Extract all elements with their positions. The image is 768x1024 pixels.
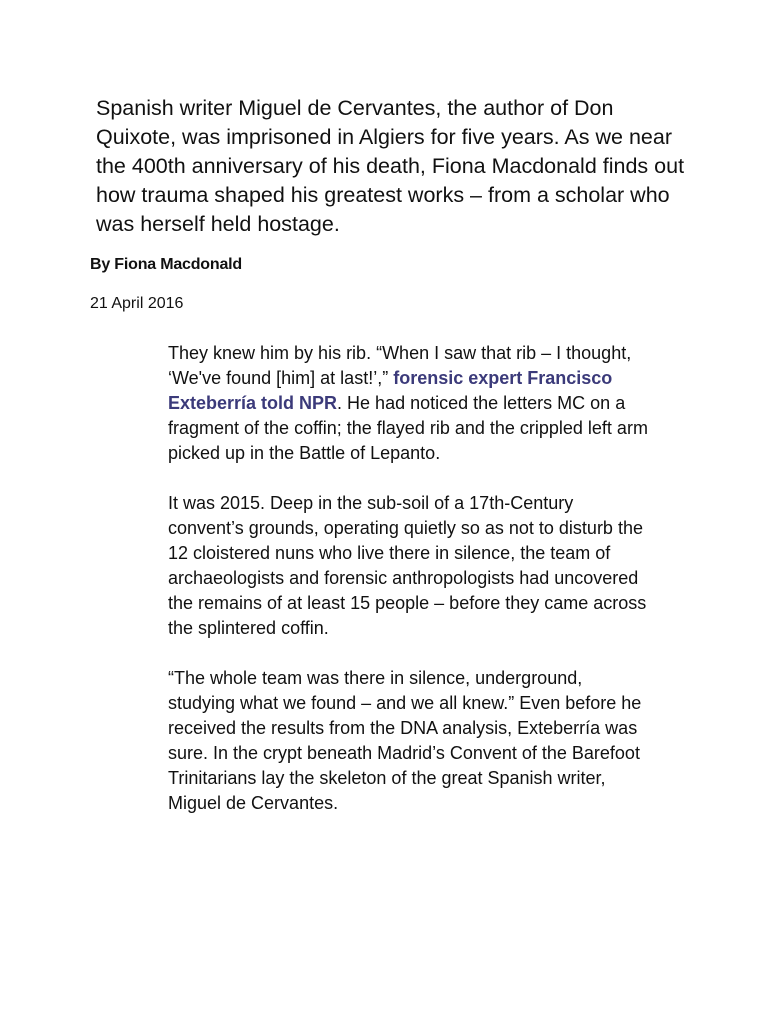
paragraph-3: “The whole team was there in silence, underground, studying what we found – and we all knew.” Even before he received the results from the DNA analysis, Exteberría was sure. In the crypt beneath Madrid’s Convent of the Barefoot Trinitarians lay the skeleton of the great Spanish writer, Miguel de Cervantes. — [168, 668, 642, 813]
article-standfirst: Spanish writer Miguel de Cervantes, the author of Don Quixote, was imprisoned in Algiers for five years. As we near the 400th anniversary of his death, Fiona Macdonald finds out how trauma shaped his greatest works – from a scholar who was herself held hostage. — [96, 96, 685, 236]
npr-link[interactable]: forensic expert Francisco Exteberría told NPR — [168, 368, 613, 413]
article-body — [168, 341, 648, 841]
paragraph-1-text-after: . He had noticed the letters MC on a fragment of the coffin; the flayed rib and the crippled left arm picked up in the Battle of Lepanto. — [168, 393, 648, 463]
paragraph-2: It was 2015. Deep in the sub-soil of a 17th-Century convent’s grounds, operating quietly so as not to disturb the 12 cloistered nuns who live there in silence, the team of archaeologists and forensic anthropologists had uncovered the remains of at least 15 people – before they came across the splintered coffin. — [168, 493, 647, 638]
paragraph-1-text-before: They knew him by his rib. “When I saw that rib – I thought, ‘We've found [him] at last!’,” — [168, 343, 632, 388]
paragraph-1 — [168, 341, 648, 466]
article-byline: By Fiona Macdonald — [90, 256, 242, 273]
article-date: 21 April 2016 — [90, 295, 184, 312]
